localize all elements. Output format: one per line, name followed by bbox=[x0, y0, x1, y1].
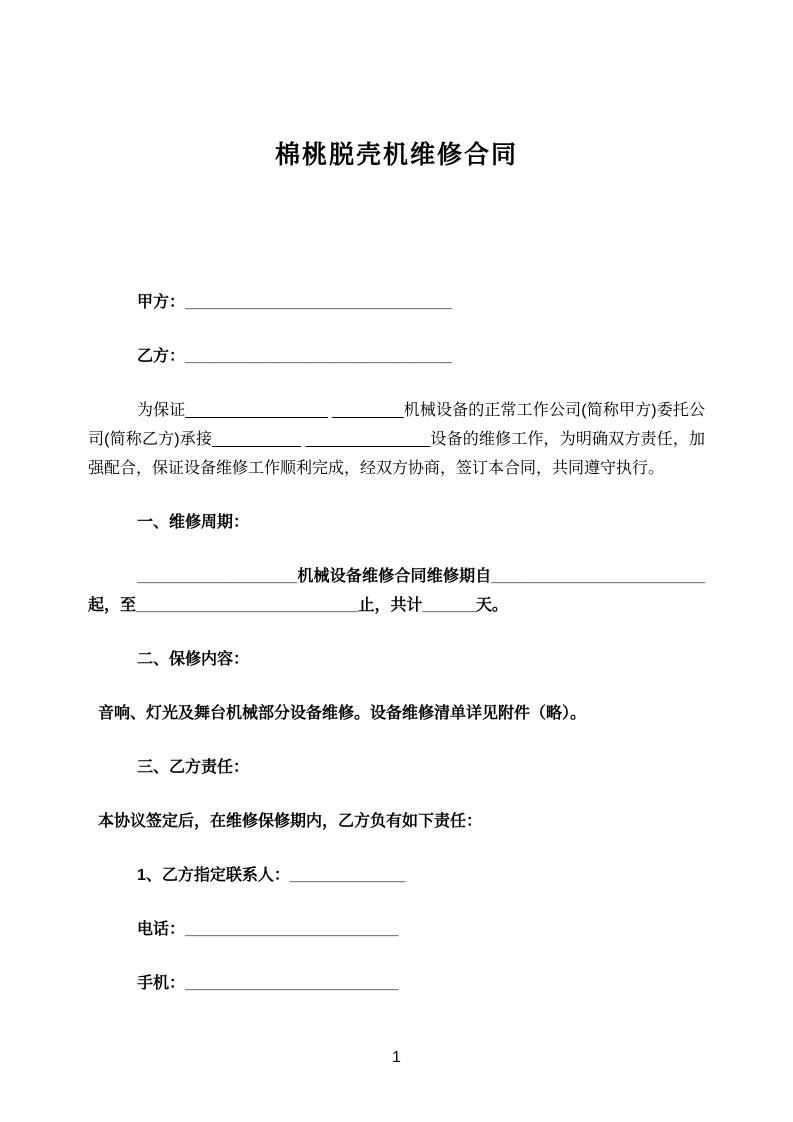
mobile-line: 手机：________________________ bbox=[137, 975, 399, 992]
contact-person-line: 1、乙方指定联系人：_____________ bbox=[137, 867, 406, 884]
section-3-heading: 三、乙方责任： bbox=[137, 759, 250, 776]
intro-paragraph: 为保证________________ ________机械设备的正常工作公司(简称甲方)委托公司(简称乙方)承接__________ ______________设备的维修工作，为明确双方责任，加强配合，保证设备维修工作顺利完成，经双方协商，签订本合同，共同遵守执行。 bbox=[88, 402, 705, 477]
section-1-body: __________________机械设备维修合同维修期自________________________起，至_________________________止，共计______天。 bbox=[88, 568, 705, 614]
section-3-intro: 本协议签定后，在维修保修期内，乙方负有如下责任： bbox=[98, 813, 483, 830]
document-title: 棉桃脱壳机维修合同 bbox=[274, 141, 518, 169]
party-a-line: 甲方：______________________________ bbox=[137, 294, 452, 311]
phone-line: 电话：________________________ bbox=[137, 921, 399, 938]
party-b-line: 乙方：______________________________ bbox=[137, 348, 452, 365]
page-number: 1 bbox=[392, 1049, 401, 1066]
section-2-body: 音响、灯光及舞台机械部分设备维修。设备维修清单详见附件（略）。 bbox=[98, 705, 587, 722]
section-2-heading: 二、保修内容： bbox=[137, 651, 250, 668]
section-1-heading: 一、维修周期： bbox=[137, 514, 250, 531]
